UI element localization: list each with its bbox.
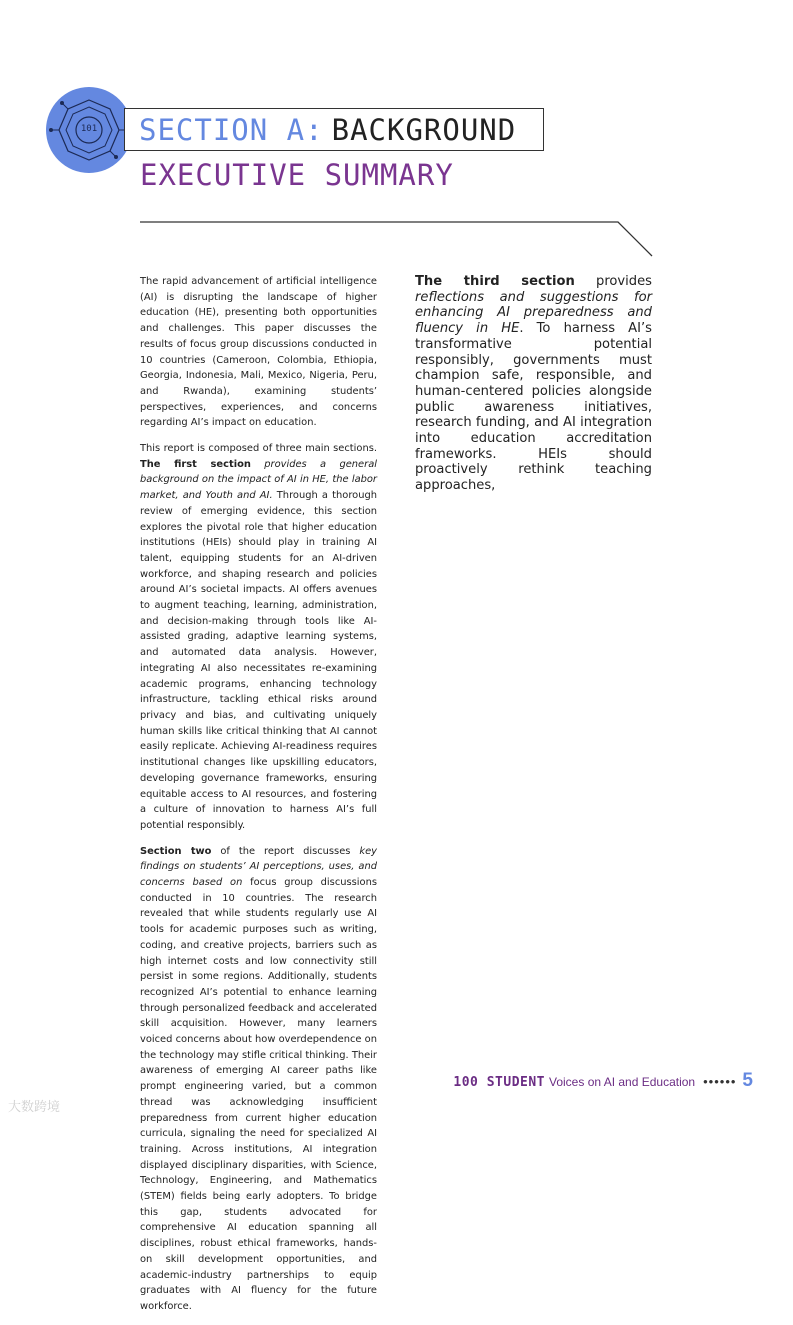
page-title: EXECUTIVE SUMMARY xyxy=(140,158,454,192)
section-badge xyxy=(46,87,132,173)
header-rule xyxy=(140,220,655,260)
paragraph-section-three: The third section provides reflections and suggestions for enhancing AI preparedness and fluency in HE. To harness AI’s transformative potential responsibly, governments must champion safe, responsible, and human-centered policies alongside public awareness initiatives, research funding, and AI integration into education accreditation frameworks. HEIs should proactively rethink teaching approaches, xyxy=(415,274,652,494)
footer-subtitle: Voices on AI and Education xyxy=(549,1075,696,1089)
badge-number: 101 xyxy=(80,124,98,134)
watermark xyxy=(8,1096,60,1115)
footer-brand: 100 STUDENT xyxy=(453,1075,545,1090)
page-footer xyxy=(453,1070,753,1092)
section-name: BACKGROUND xyxy=(331,112,517,147)
section-title-box xyxy=(124,108,544,151)
paragraph-intro: The rapid advancement of artificial intelligence (AI) is disrupting the landscape of higher education (HE), presenting both opportunities and challenges. This paper discusses the results of focus group discussions conducted in 10 countries (Cameroon, Colombia, Ethiopia, Georgia, Indonesia, Mali, Mexico, Nigeria, Peru, and Rwanda), examining students’ perspectives, experiences, and concerns regarding AI’s impact on education. xyxy=(140,276,377,429)
left-column xyxy=(140,274,377,1325)
watermark-text: 大数跨境 xyxy=(8,1099,61,1114)
footer-dots: •••••• xyxy=(703,1074,737,1089)
page-number: 5 xyxy=(742,1070,753,1091)
paragraph-sections: This report is composed of three main sections. The first section provides a general background on the impact of AI in HE, the labor market, and Youth and AI. Through a thorough review of emerging evidence, this section explores the pivotal role that higher education institutions (HEIs) should play in training AI talent, equipping students for an AI-driven workforce, and shaping research and policies around AI’s societal impacts. AI offers avenues to augment teaching, learning, administration, and decision-making through tools like AI-assisted grading, adaptive learning systems, and automated data analysis. However, integrating AI also necessitates re-examining academic programs, enhancing technology infrastructure, tackling ethical risks around privacy and bias, and cultivating uniquely human skills like critical thinking that AI cannot easily replicate. Achieving AI-readiness requires institutional changes like upskilling educators, developing governance frameworks, ensuring equitable access to AI resources, and fostering a culture of innovation to harness AI’s full potential responsibly. xyxy=(140,443,377,831)
section-label: SECTION A: xyxy=(139,112,324,147)
paragraph-section-two: Section two of the report discusses key findings on students’ AI perceptions, uses, and concerns based on focus group discussions conducted in 10 countries. The research revealed that while students regularly use AI tools for academic purposes such as writing, coding, and creative projects, barriers such as high internet costs and low connectivity still persist in some regions. Additionally, students recognized AI’s potential to enhance learning through personalized feedback and accelerated skill acquisition. However, many learners voiced concerns about how overdependence on the technology may stifle critical thinking. Their awareness of emerging AI career paths like prompt engineering varied, but a common thread was acknowledging insufficient preparedness from current higher education curricula, signaling the need for specialized AI training. Across institutions, AI integration displayed disciplinary disparities, with Science, Technology, Engineering, and Mathematics (STEM) fields being early adopters. To bridge this gap, students advocated for comprehensive AI education spanning all disciplines, robust ethical frameworks, hands-on skill development opportunities, and academic-industry partnerships to equip graduates with AI fluency for the future workforce. xyxy=(140,845,377,1312)
right-column xyxy=(415,274,652,504)
